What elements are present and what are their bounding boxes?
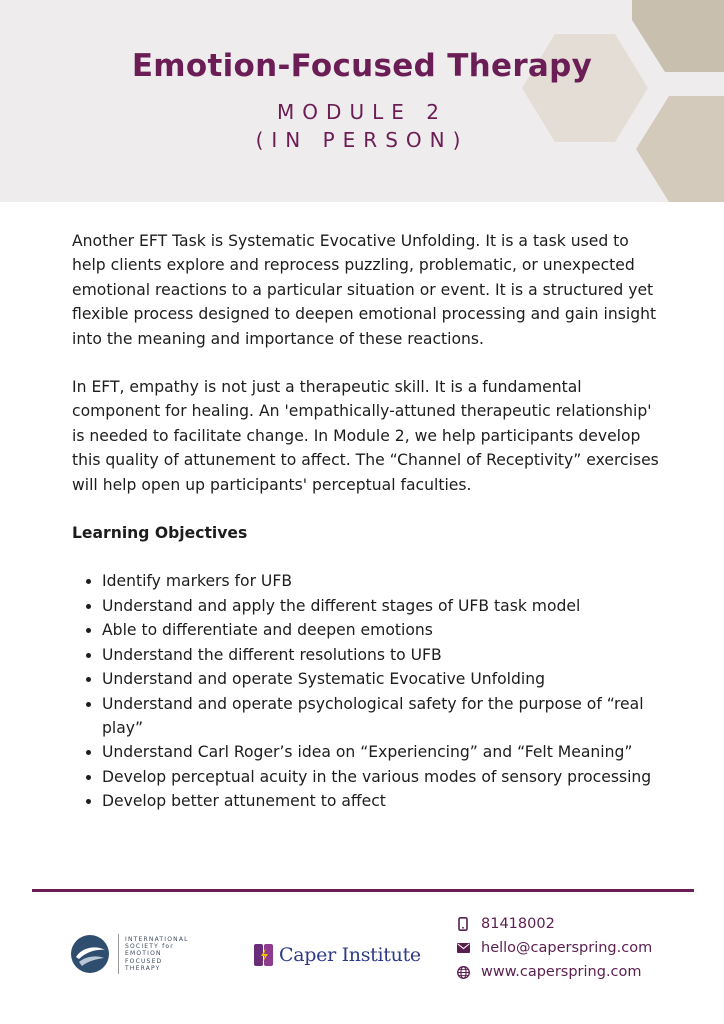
email-address[interactable]: hello@caperspring.com xyxy=(481,940,653,956)
list-item: • Understand and operate Systematic Evocative Unfolding xyxy=(102,667,662,691)
empathy-paragraph: In EFT, empathy is not just a therapeutic skill. It is a fundamental component for healing. An 'empathically-attuned therapeutic relationship' is needed to facilitate change. In Module 2, we help participants develop this quality of attunement to affect. The “Channel of Receptivity” exercises will help open up participants' perceptual faculties. xyxy=(72,378,659,494)
objectives-heading: Learning Objectives xyxy=(72,524,248,543)
list-item: • Develop perceptual acuity in the various modes of sensory processing xyxy=(102,765,662,789)
isept-logo-divider xyxy=(118,934,119,974)
contact-email[interactable] xyxy=(456,936,652,960)
phone-number[interactable]: 81418002 xyxy=(481,916,555,932)
contact-phone[interactable] xyxy=(456,912,652,936)
list-item: • Understand and apply the different stages of UFB task model xyxy=(102,594,662,618)
contact-info xyxy=(456,912,652,984)
globe-icon xyxy=(456,965,470,979)
list-item: • Able to differentiate and deepen emotions xyxy=(102,618,662,642)
list-item: • Understand and operate psychological safety for the purpose of “real play” xyxy=(102,692,662,741)
isept-logo-text: INTERNATIONAL SOCIETY for EMOTION FOCUSED THERAPY xyxy=(125,935,189,972)
caper-logo-mark xyxy=(253,942,275,968)
isept-logo-mark xyxy=(70,934,110,974)
phone-icon xyxy=(456,917,470,931)
module-subtitle: MODULE 2 xyxy=(277,100,447,124)
footer-divider xyxy=(32,889,694,892)
list-item: • Understand Carl Roger’s idea on “Experiencing” and “Felt Meaning” xyxy=(102,740,662,764)
format-subtitle: (IN PERSON) xyxy=(255,128,469,152)
envelope-icon xyxy=(456,941,470,955)
intro-paragraph: Another EFT Task is Systematic Evocative Unfolding. It is a task used to help clients explore and reprocess puzzling, problematic, or unexpected emotional reactions to a particular situation or event. It is a structured yet flexible process designed to deepen emotional processing and gain insight into the meaning and importance of these reactions. xyxy=(72,232,657,348)
main-content xyxy=(72,229,662,814)
page-title: Emotion-Focused Therapy xyxy=(131,48,593,84)
caper-institute-logo xyxy=(253,942,421,968)
website-url[interactable]: www.caperspring.com xyxy=(481,964,642,980)
list-item: • Develop better attunement to affect xyxy=(102,789,662,813)
isept-logo xyxy=(70,934,189,974)
contact-website[interactable] xyxy=(456,960,652,984)
list-item: • Understand the different resolutions to UFB xyxy=(102,643,662,667)
list-item: • Identify markers for UFB xyxy=(102,569,662,593)
objectives-list xyxy=(72,569,662,813)
caper-logo-text: Caper Institute xyxy=(279,944,421,966)
header-banner xyxy=(0,0,724,202)
